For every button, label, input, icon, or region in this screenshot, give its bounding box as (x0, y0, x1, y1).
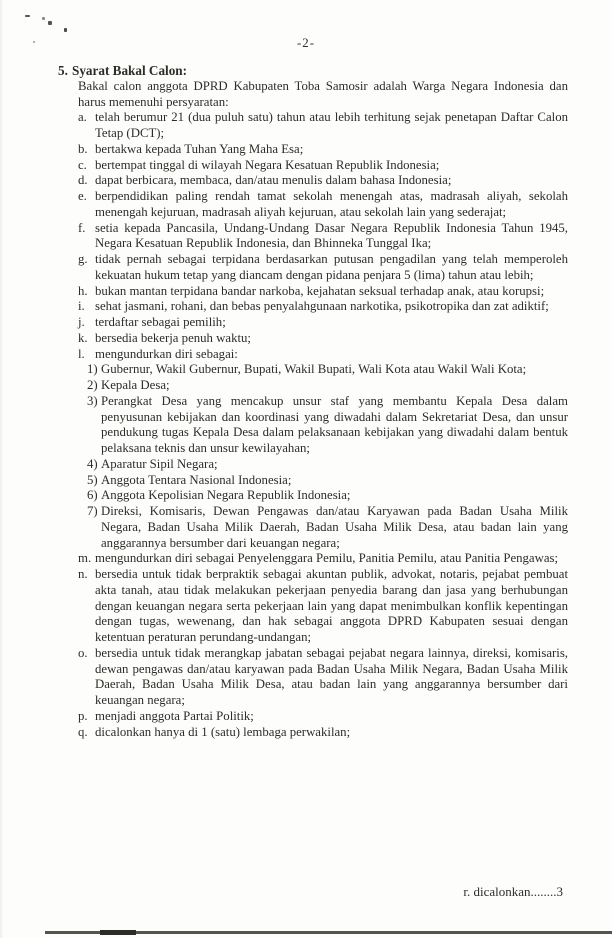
item-text: dapat berbicara, membaca, dan/atau menulis dalam bahasa Indonesia; (95, 173, 452, 188)
requirement-item (78, 315, 568, 331)
item-text: dicalonkan hanya di 1 (satu) lembaga perwakilan; (95, 724, 351, 739)
requirement-item (78, 725, 568, 741)
item-text: telah berumur 21 (dua puluh satu) tahun atau lebih terhitung sejak penetapan Daftar Calon Tetap (DCT); (95, 110, 568, 140)
requirement-item (78, 110, 568, 142)
item-marker: f. (78, 220, 86, 235)
item-marker: p. (78, 708, 88, 723)
item-text: bertakwa kepada Tuhan Yang Maha Esa; (95, 141, 304, 156)
item-text: mengundurkan diri sebagai: (95, 346, 238, 361)
item-marker: o. (78, 645, 88, 660)
section-heading (58, 63, 568, 79)
item-marker: e. (78, 189, 87, 203)
requirement-item (78, 252, 568, 284)
scan-speckle (42, 17, 45, 20)
requirement-item (78, 221, 568, 253)
sub-requirement-item (87, 457, 568, 473)
sub-requirements-list (87, 362, 568, 551)
subitem-marker: 6) (87, 488, 98, 503)
item-marker: b. (78, 141, 88, 156)
item-text: bersedia untuk tidak merangkap jabatan sebagai pejabat negara lainnya, direksi, komisaris, dewan pengawas dan/atau karyawan pada Badan Usaha Milik Negara, Badan Usaha Milik Daerah, Badan Usaha Milik Desa, atau badan lain yang anggarannya bersumber dari keuangan negara; (95, 645, 568, 707)
requirement-item (78, 173, 568, 189)
requirement-item (78, 299, 568, 315)
requirements-list (78, 110, 568, 740)
requirement-item (78, 347, 568, 363)
item-text: bukan mantan terpidana bandar narkoba, kejahatan seksual terhadap anak, atau korupsi; (95, 283, 545, 298)
sub-requirement-item (87, 473, 568, 489)
item-text: bersedia bekerja penuh waktu; (95, 330, 251, 345)
subitem-marker: 3) (87, 393, 98, 408)
requirement-item (78, 551, 568, 567)
item-marker: j. (78, 315, 85, 329)
scan-speckle (25, 15, 30, 17)
document-body (58, 63, 568, 740)
item-marker: a. (78, 110, 87, 125)
requirement-item (78, 331, 568, 347)
requirement-item (78, 189, 568, 221)
item-text: tidak pernah sebagai terpidana berdasarkan putusan pengadilan yang telah memperoleh kekuatan hukum tetap yang diancam dengan pidana penjara 5 (lima) tahun atau lebih; (95, 252, 568, 282)
sub-requirement-item (87, 504, 568, 551)
section-body (78, 79, 568, 741)
subitem-text: Anggota Kepolisian Negara Republik Indonesia; (101, 488, 351, 503)
item-marker: l. (78, 346, 85, 361)
subitem-marker: 4) (87, 456, 98, 471)
scan-speckle (48, 21, 52, 25)
item-text: setia kepada Pancasila, Undang-Undang Dasar Negara Republik Indonesia Tahun 1945, Negara Kesatuan Republik Indonesia, dan Bhinneka Tunggal Ika; (95, 220, 568, 251)
subitem-text: Perangkat Desa yang mencakup unsur staf yang membantu Kepala Desa dalam penyusunan kebijakan dan koordinasi yang diwadahi dalam Sekretariat Desa, dan unsur pendukung tugas Kepala Desa dalam pelaksanaan kebijakan yang diwadahi dalam bentuk pelaksana teknis dan unsur kewilayahan; (101, 393, 568, 455)
subitem-text: Anggota Tentara Nasional Indonesia; (101, 472, 292, 487)
item-text: sehat jasmani, rohani, dan bebas penyalahgunaan narkotika, psikotropika dan zat adiktif; (95, 299, 549, 314)
item-text: terdaftar sebagai pemilih; (95, 315, 226, 329)
item-text: berpendidikan paling rendah tamat sekolah menengah atas, madrasah aliyah, sekolah menengah kejuruan, madrasah aliyah kejuruan, atau sekolah lain yang sederajat; (95, 189, 568, 219)
subitem-text: Kepala Desa; (101, 378, 170, 392)
requirement-item (78, 142, 568, 158)
item-text: bersedia untuk tidak berpraktik sebagai akuntan publik, advokat, notaris, pejabat pembuat akta tanah, atau tidak melakukan pekerjaan penyedia barang dan jasa yang berhubungan dengan keuangan negara serta pekerjaan lain yang dapat menimbulkan konflik kepentingan dengan tugas, wewenang, dan hak sebagai anggota DPRD Kabupaten sesuai dengan ketentuan peraturan perundang-undangan; (95, 567, 568, 644)
subitem-text: Gubernur, Wakil Gubernur, Bupati, Wakil Bupati, Wali Kota atau Wakil Wali Kota; (101, 362, 527, 377)
subitem-text: Aparatur Sipil Negara; (101, 456, 218, 471)
item-text: menjadi anggota Partai Politik; (95, 708, 254, 723)
item-marker: h. (78, 283, 88, 298)
page-number: -2- (297, 36, 315, 50)
section-number: 5. (58, 63, 68, 78)
item-marker: n. (78, 567, 88, 581)
item-marker: g. (78, 252, 88, 266)
item-marker: d. (78, 173, 88, 188)
requirement-item (78, 567, 568, 646)
item-marker: i. (78, 299, 85, 314)
subitem-marker: 5) (87, 472, 98, 487)
item-marker: q. (78, 724, 88, 739)
requirement-item (78, 158, 568, 174)
sub-requirement-item (87, 394, 568, 457)
scan-speckle (64, 28, 67, 32)
item-marker: m. (78, 551, 92, 566)
sub-requirement-item (87, 362, 568, 378)
item-text: mengundurkan diri sebagai Penyelenggara Pemilu, Panitia Pemilu, atau Panitia Pengawas; (95, 551, 559, 566)
item-text: bertempat tinggal di wilayah Negara Kesatuan Republik Indonesia; (95, 157, 440, 172)
item-marker: c. (78, 157, 87, 172)
continuation-note: r. dicalonkan........3 (463, 884, 563, 899)
requirement-item (78, 709, 568, 725)
subitem-marker: 7) (87, 504, 98, 518)
subitem-marker: 2) (87, 378, 98, 392)
scan-bottom-line-blob (100, 930, 136, 935)
sub-requirement-item (87, 378, 568, 394)
section-intro: Bakal calon anggota DPRD Kabupaten Toba Samosir adalah Warga Negara Indonesia dan harus memenuhi persyaratan: (78, 78, 568, 109)
requirement-item (78, 646, 568, 709)
sub-requirement-item (87, 488, 568, 504)
scan-left-edge (0, 0, 3, 938)
requirement-item (78, 284, 568, 300)
subitem-marker: 1) (87, 362, 98, 377)
subitem-text: Direksi, Komisaris, Dewan Pengawas dan/atau Karyawan pada Badan Usaha Milik Negara, Badan Usaha Milik Daerah, Badan Usaha Milik Desa, atau badan lain yang anggarannya bersumber dari keuangan negara; (101, 504, 568, 550)
item-marker: k. (78, 330, 88, 345)
section-title: Syarat Bakal Calon: (72, 63, 188, 78)
